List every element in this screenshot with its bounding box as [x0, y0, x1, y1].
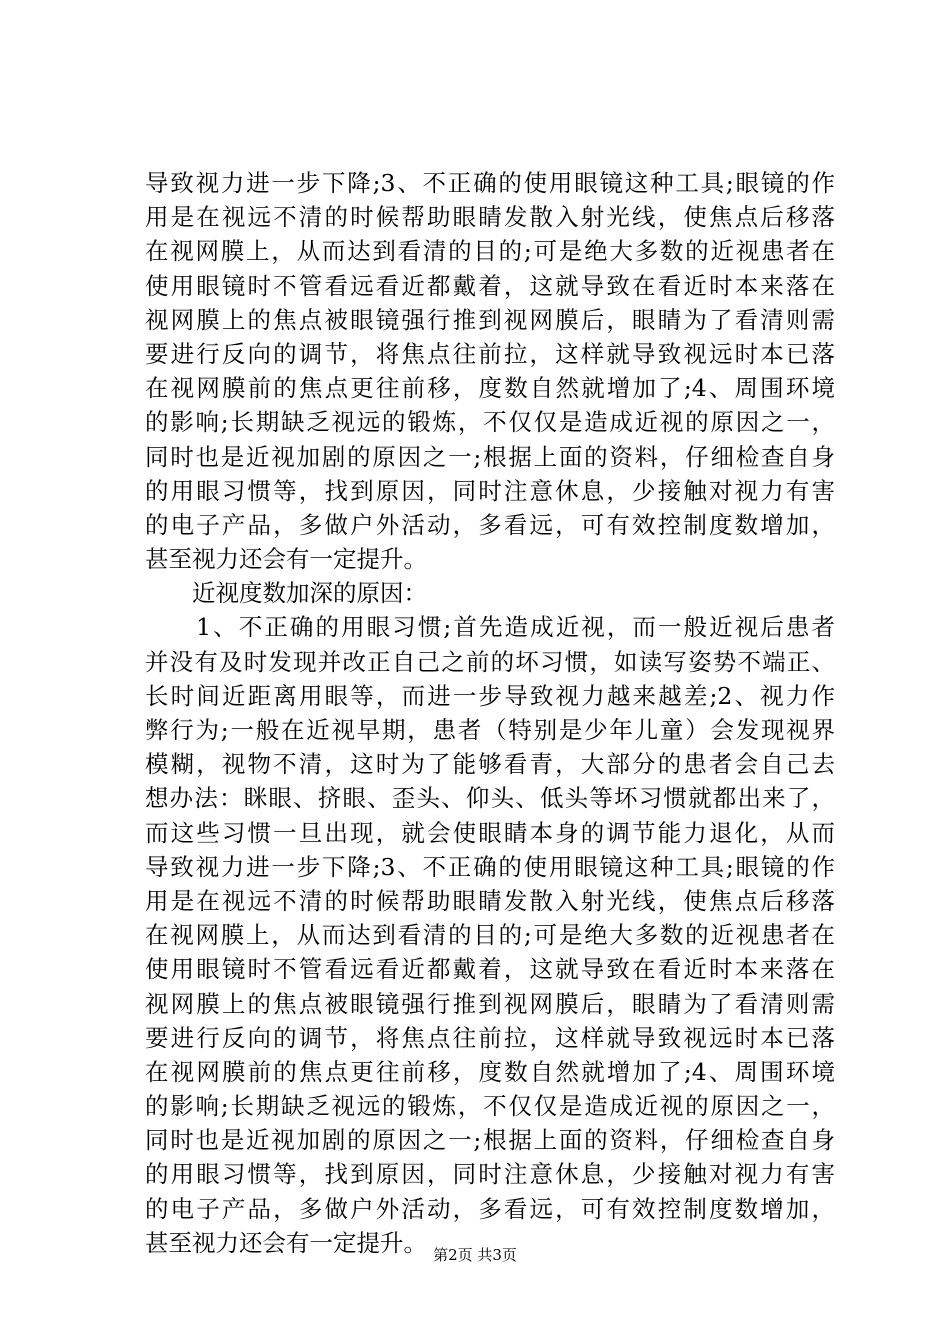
text-line: 的用眼习惯等，找到原因，同时注意休息，少接触对视力有害 — [145, 1160, 835, 1189]
text-line: 的影响;长期缺乏视远的锻炼，不仅仅是造成近视的原因之一， — [145, 408, 835, 437]
text-line: 的电子产品，多做户外活动，多看远，可有效控制度数增加， — [145, 1194, 835, 1223]
text-line: 用是在视远不清的时候帮助眼睛发散入射光线，使焦点后移落 — [145, 203, 835, 232]
text-line: 使用眼镜时不管看远看近都戴着，这就导致在看近时本来落在 — [145, 271, 835, 300]
text-line: 甚至视力还会有一定提升。 — [145, 1228, 427, 1257]
text-line: 的用眼习惯等，找到原因，同时注意休息，少接触对视力有害 — [145, 476, 835, 505]
text-line: 导致视力进一步下降;3、不正确的使用眼镜这种工具;眼镜的作 — [145, 169, 835, 197]
page-footer: 第2页 共3页 — [433, 1246, 517, 1264]
text-line: 视网膜上的焦点被眼镜强行推到视网膜后，眼睛为了看清则需 — [145, 305, 835, 334]
text-line: 的影响;长期缺乏视远的锻炼，不仅仅是造成近视的原因之一， — [145, 1092, 835, 1121]
text-line: 视网膜上的焦点被眼镜强行推到视网膜后，眼睛为了看清则需 — [145, 989, 835, 1018]
text-line: 而这些习惯一旦出现，就会使眼睛本身的调节能力退化，从而 — [145, 818, 835, 847]
text-line: 并没有及时发现并改正自己之前的坏习惯，如读写姿势不端正、 — [145, 647, 835, 676]
text-line: 想办法：眯眼、挤眼、歪头、仰头、低头等坏习惯就都出来了， — [145, 784, 835, 813]
text-line: 导致视力进一步下降;3、不正确的使用眼镜这种工具;眼镜的作 — [145, 852, 835, 881]
text-line: 要进行反向的调节，将焦点往前拉，这样就导致视远时本已落 — [145, 339, 835, 368]
text-line: 长时间近距离用眼等，而进一步导致视力越来越差;2、视力作 — [145, 681, 835, 710]
text-line: 在视网膜前的焦点更往前移，度数自然就增加了;4、周围环境 — [145, 374, 835, 403]
text-line: 同时也是近视加剧的原因之一;根据上面的资料，仔细检查自身 — [145, 442, 835, 471]
text-line: 在视网膜上，从而达到看清的目的;可是绝大多数的近视患者在 — [145, 921, 835, 950]
text-line: 近视度数加深的原因： — [145, 579, 427, 608]
text-line: 在视网膜上，从而达到看清的目的;可是绝大多数的近视患者在 — [145, 237, 835, 266]
text-line: 在视网膜前的焦点更往前移，度数自然就增加了;4、周围环境 — [145, 1057, 835, 1086]
text-line: 甚至视力还会有一定提升。 — [145, 545, 427, 574]
text-line: 弊行为;一般在近视早期，患者（特别是少年儿童）会发现视界 — [145, 716, 835, 744]
text-line: 使用眼镜时不管看远看近都戴着，这就导致在看近时本来落在 — [145, 955, 835, 984]
text-line: 用是在视远不清的时候帮助眼睛发散入射光线，使焦点后移落 — [145, 886, 835, 915]
text-line: 的电子产品，多做户外活动，多看远，可有效控制度数增加， — [145, 510, 835, 539]
text-line: 1、不正确的用眼习惯;首先造成近视，而一般近视后患者 — [145, 613, 835, 642]
text-line: 同时也是近视加剧的原因之一;根据上面的资料，仔细检查自身 — [145, 1126, 835, 1155]
body-text — [145, 166, 835, 1260]
text-line: 模糊，视物不清，这时为了能够看青，大部分的患者会自己去 — [145, 750, 835, 779]
text-line: 要进行反向的调节，将焦点往前拉，这样就导致视远时本已落 — [145, 1023, 835, 1052]
